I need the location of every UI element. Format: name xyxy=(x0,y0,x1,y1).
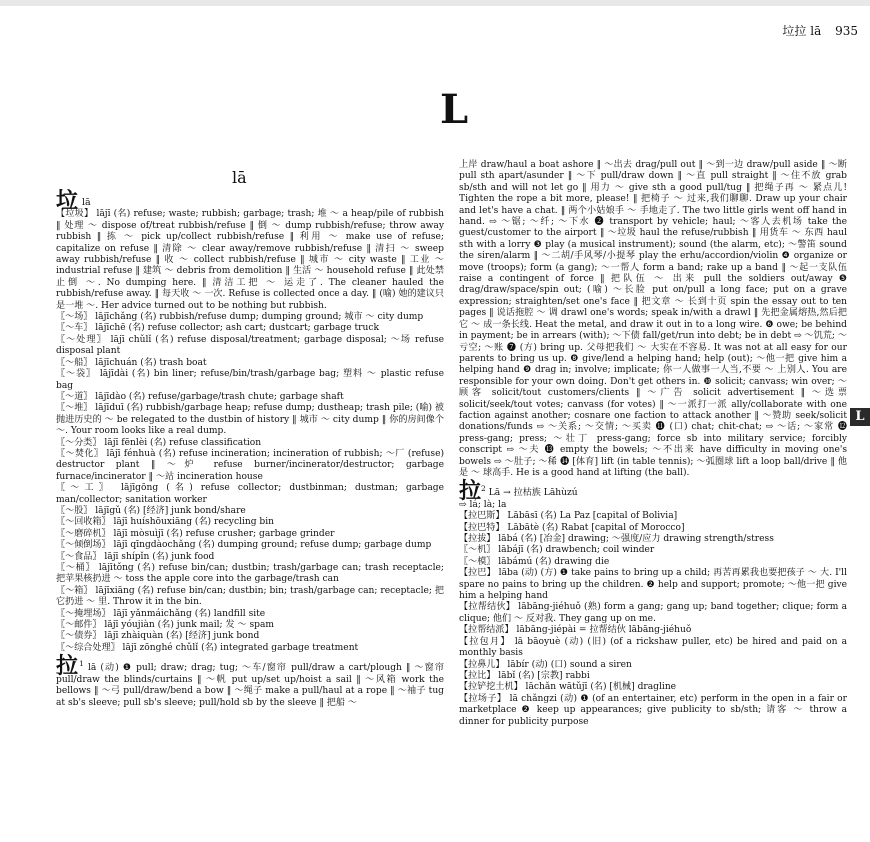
headword-char: 拉 xyxy=(56,653,80,680)
running-head xyxy=(782,22,858,39)
entry: 【拉巴特】 Lābātè (名) Rabat [capital of Morocco] xyxy=(459,522,685,533)
entry: 【拉包月】 lā bāoyuè (动) (旧) (of a rickshaw puller, etc) be hired and paid on a monthly basis xyxy=(459,636,847,659)
entry: 〖～桶〗 lājītǒng (名) refuse bin/can; dustbin; trash/garbage can; trash receptacle; 把苹果核扔进 ～ toss the apple core into the garbage/trash can xyxy=(56,563,444,585)
top-rule xyxy=(0,0,870,6)
entry: 〖～堆〗 lājīduī (名) rubbish/garbage heap; refuse dump; dustheap; trash pile; (喻) 被抛进历史的 ～ be relegated to the dustbin of history ‖ 城市 ～ city dump ‖ 你的房间像个 ～. Your room looks like a real dump. xyxy=(56,403,444,437)
entry: 〖～食品〗 lājī shípǐn (名) junk food xyxy=(56,551,215,562)
entry: 〖～股〗 lājīgǔ (名) [经济] junk bond/share xyxy=(56,505,246,516)
entry: 〖～磨碎机〗 lājī mòsuìjī (名) refuse crusher; garbage grinder xyxy=(56,528,335,539)
entry: 〖～焚化〗 lājī fénhuà (名) refuse incineration; incineration of rubbish; ～厂 (refuse) destructor plant ‖ ～炉 refuse burner/incinerator/destructor; garbage furnace/incinerator ‖ ～站 incineration house xyxy=(56,448,444,482)
entry: 〖～车〗 lājīchē (名) refuse collector; ash cart; dustcart; garbage truck xyxy=(56,323,379,334)
entry: 〖～综合处理〗 lājī zōnghé chǔlǐ (名) integrated garbage treatment xyxy=(56,642,359,653)
entry: 〖～邮件〗 lājī yóujiàn (名) junk mail; 发 ～ spam xyxy=(56,620,275,631)
right-column xyxy=(459,160,847,728)
homograph-number: 2 xyxy=(481,484,486,494)
continued-entry: 上岸 draw/haul a boat ashore ‖ ～出去 drag/pull out ‖ ～到一边 draw/pull aside ‖ ～断 pull sth apart/asunder ‖ ～下 pull/draw down ‖ ～直 pull straight ‖ ～住不放 grab sb/sth and will not let go ‖ 用力 ～ give sth a good pull/tug ‖ 把绳子再 ～ 紧点儿! Tighten the rope a bit more, please! ‖ 把椅子 ～ 过来,我们聊聊. Draw up your chair and let's have a chat. ‖ 两个小姑娘手 ～ 手地走了. The two little girls went off hand in hand. ⇨ ～锯; ～纤; ～下水 ❷ transport by vehicle; haul; ～客人去机场 take the guest/customer to the airport ‖ ～垃圾 haul the refuse/rubbish ‖ 用货车 ～ 东西 haul sth with a lorry ❸ play (a musical instrument); sound (the alarm, etc); ～警笛 sound the siren/alarm ‖ ～二胡/手风琴/小提琴 play the erhu/accordion/violin ❹ organize or move (troops); form (a gang); ～一帮人 form a band; rake up a band ‖ ～起一支队伍 raise a contingent of force ‖ 把队伍 ～ 出来 pull the soldiers out/away ❺ drag/draw/space/spin out; (喻) ～长脸 put on/pull a long face; put on a grave expression; straighten/set one's face ‖ 把文章 ～ 长到十页 spin the essay out to ten pages ‖ 说话拖腔 ～ 调 drawl one's words; speak in/with a drawl ‖ 先把金属熔热,然后把它 ～ 成一条长线. Heat the metal, and draw it out in to a long wire. ❻ owe; be behind in payment; be in arrears (with); ～下债 fall/get/run into debt; be in debt ⇨ ～饥荒; ～亏空; ～账 ❼ (方) bring up. 父母把我们 ～ 大实在不容易. It was not at all easy for our parents to bring us up. ❽ give/lend a helping hand; help (out); ～他一把 give him a helping hand ❾ drag in; involve; implicate; 你一人做事一人当,不要 ～ 上别人. You are responsible for your own doing. Don't get others in. ❿ solicit; canvass; win over; ～顾客 solicit/tout customers/clients ‖ ～广告 solicit advertisement ‖ ～选票 solicit/seek/tout votes; canvass (for votes) ‖ ～一派打一派 ally/collaborate with one faction against another; cosnare one faction to attack another ‖ ～赞助 seek/solicit donations/funds ⇨ ～关系; ～交情; ～买卖 ⓫ (口) chat; chit-chat; ⇨ ～话; ～家常 ⓬ press-gang; press; ～壮丁 press-gang; force sb into military service; forcibly conscript ⇨ ～夫 ⓭ empty the bowels; ～不出来 have difficulty in moving one's bowels ⇨ ～肚子; ～稀 ⓮ [体育] lift (in table tennis); ～弧圈球 lift a loop ball/drive ‖ 他是 ～ 球高手. He is a good hand at lifting (the ball). xyxy=(459,160,847,478)
headword-pinyin: lā xyxy=(82,197,91,208)
headword-la2 xyxy=(56,653,444,709)
running-head-pinyin: lā xyxy=(810,24,822,38)
headword-definition: lā (动) ❶ pull; draw; drag; tug; ～车/窗帘 pull/draw a cart/plough ‖ ～窗帘 pull/draw the blinds/curtains ‖ ～帆 put up/set up/hoist a sail ‖ ～风箱 work the bellows ‖ ～弓 pull/draw/bend a bow ‖ ～绳子 make a pull/haul at a rope ‖ ～袖子 tug at sb's sleeve; pull sb's sleeve; pull/hold sb by the sleeve ‖ 把船 ～ xyxy=(56,663,444,708)
entry: 〖～倾倒场〗 lājī qīngdàochǎng (名) dumping ground; refuse dump; garbage dump xyxy=(56,540,432,551)
entry: 〖～袋〗 lājīdài (名) bin liner; refuse/bin/trash/garbage bag; 塑料 ～ plastic refuse bag xyxy=(56,369,444,391)
running-head-word: 垃拉 xyxy=(782,24,807,38)
entry: 【拉帮结派】 lābāng-jiépài = 拉帮结伙 lābāng-jiéhuǒ xyxy=(459,625,692,636)
entry: 〖～箱〗 lājīxiāng (名) refuse bin/can; dustbin; bin; trash/garbage can; receptacle; 把它扔进 ～ 里. Throw it in the bin. xyxy=(56,585,444,608)
thumb-index-tab: L xyxy=(850,408,870,426)
headword-definition: Lā → 拉枯族 Lāhùzú xyxy=(488,488,578,499)
entry: 〖～船〗 lājīchuán (名) trash boat xyxy=(56,357,207,368)
entry: 〖～工〗 lājīgōng (名) refuse collector; dustbinman; dustman; garbage man/collector; sanitation worker xyxy=(56,483,444,505)
entry: 【拉拔】 lābá (名) [冶金] drawing; ～强度/应力 drawing strength/stress xyxy=(459,534,774,545)
left-column xyxy=(56,188,444,709)
entry: 〖～掩埋场〗 lājī yǎnmáichǎng (名) landfill site xyxy=(56,608,266,619)
entry: 【拉铲挖土机】 lāchǎn wātǔjī (名) [机械] dragline xyxy=(459,682,677,693)
page-number: 935 xyxy=(835,24,858,38)
entry: 〖～模〗 lābámú (名) drawing die xyxy=(459,556,610,567)
entry: 〖～分类〗 lājī fēnlèi (名) refuse classification xyxy=(56,437,262,448)
headword-char: 拉 xyxy=(459,478,482,505)
entry: 【拉巴斯】 Lābāsī (名) La Paz [capital of Bolivia] xyxy=(459,511,678,522)
entry: 〖～机〗 lābájī (名) drawbench; coil winder xyxy=(459,545,655,556)
entry: 【拉帮结伙】 lābāng-jiéhuǒ (熟) form a gang; gang up; band together; clique; form a clique; 他们 ～ 反对我. They gang up on me. xyxy=(459,602,847,624)
entry: 〖～回收箱〗 lājī huíshōuxiāng (名) recycling bin xyxy=(56,517,275,528)
entry: 【拉巴】 lāba (动) (方) ❶ take pains to bring up a child; 再苦再累我也要把孩子 ～ 大. I'll spare no pains to bring up the children. ❷ help and support; promote; ～他一把 give him a helping hand xyxy=(459,568,847,602)
headword-char: 垃 xyxy=(56,188,79,214)
section-letter: L xyxy=(440,86,469,133)
entry: 〖～处理〗 lājī chǔlǐ (名) refuse disposal/treatment; garbage disposal; ～场 refuse disposal plant xyxy=(56,334,444,357)
syllable-heading: lā xyxy=(232,168,247,187)
homograph-number: 1 xyxy=(79,659,84,669)
entry: 【拉鼻儿】 lābír (动) (口) sound a siren xyxy=(459,659,632,670)
entry: 〖～场〗 lājīchǎng (名) rubbish/refuse dump; dumping ground; 城市 ～ city dump xyxy=(56,312,424,323)
entry: 〖～债券〗 lājī zhàiquàn (名) [经济] junk bond xyxy=(56,631,260,642)
entry: 〖～道〗 lājīdào (名) refuse/garbage/trash chute; garbage shaft xyxy=(56,391,344,402)
entry: 【拉场子】 lā chǎngzi (动) ❶ (of an entertainer, etc) perform in the open in a fair or marketplace ❷ keep up appearances; give publicity to sb/sth; 请客 ～ throw a dinner for publicity purpose xyxy=(459,693,847,727)
headword-la1 xyxy=(56,188,444,214)
entry: 【拉比】 lābǐ (名) [宗教] rabbi xyxy=(459,670,590,681)
entry: 【垃圾】 lājī (名) refuse; waste; rubbish; garbage; trash; 堆 ～ a heap/pile of rubbish ‖ 处理 ～ dispose of/treat rubbish/refuse ‖ 倒 ～ dump rubbish/refuse; throw away rubbish ‖ 拣 ～ pick up/collect rubbish/refuse ‖ 利用 ～ make use of refuse; capitalize on refuse ‖ 清除 ～ clear away/remove rubbish/refuse ‖ 清扫 ～ sweep away rubbish/refuse ‖ 收 ～ collect rubbish/refuse ‖ 城市 ～ city waste ‖ 工业 ～ industrial refuse ‖ 建筑 ～ debris from demolition ‖ 生活 ～ household refuse ‖ 此处禁止倒 ～. No dumping here. ‖ 清洁工把 ～ 运走了. The cleaner hauled the rubbish/refuse away. ‖ 每天收 ～ 一次. Refuse is collected once a day. ‖ (喻) 她的建议只是一堆 ～. Her advice turned out to be nothing but rubbish. xyxy=(56,209,444,311)
cross-reference: ⇨ lá; là; la xyxy=(459,499,507,510)
